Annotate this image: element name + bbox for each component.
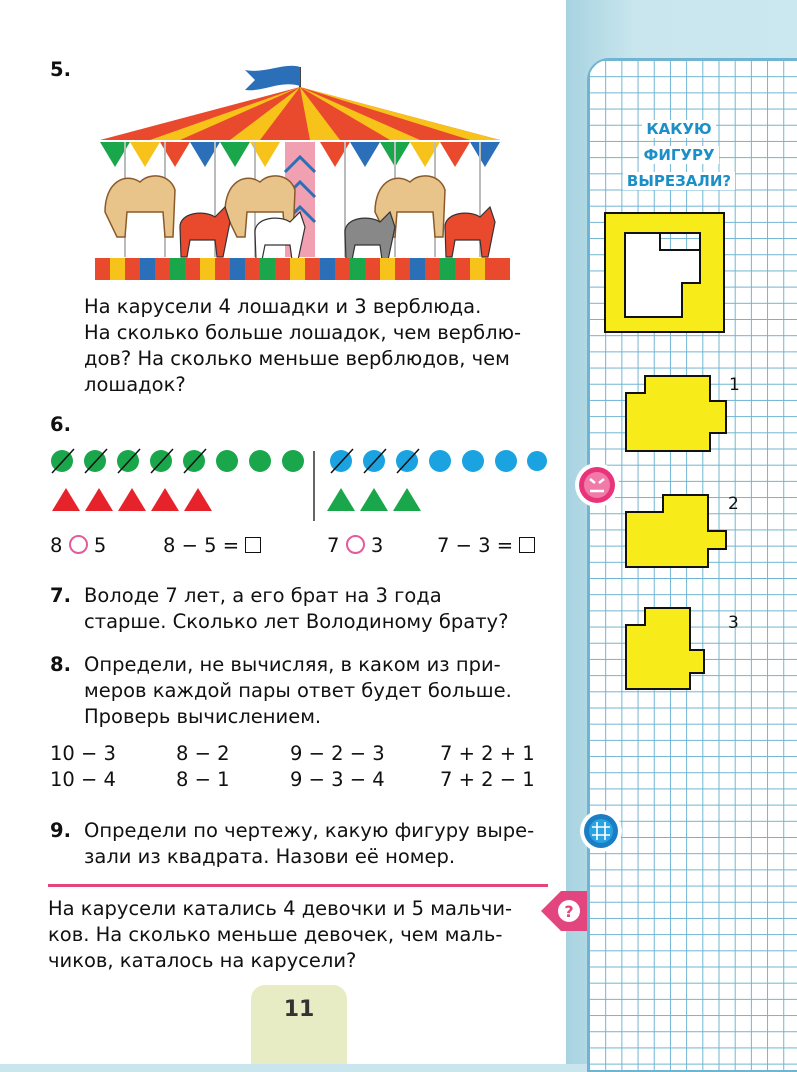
square-with-hole	[605, 213, 724, 332]
task-6-counting-figures	[48, 446, 548, 521]
figure-option-3[interactable]	[626, 608, 704, 689]
figure-option-2[interactable]	[626, 495, 726, 567]
cutout-figures	[600, 205, 790, 705]
task-9-line: зали из квадрата. Назови её номер.	[84, 845, 456, 868]
side-title-line-1: КАКУЮ	[642, 120, 715, 138]
compare-circle[interactable]	[346, 535, 365, 554]
task-9-text	[84, 818, 554, 870]
task-6-right-compare	[327, 534, 383, 557]
left-equation-text: 8 − 5 =	[163, 534, 240, 557]
task-5-number: 5.	[50, 58, 71, 81]
task-6-left-compare	[50, 534, 106, 557]
left-number-b: 5	[93, 534, 107, 557]
task-8-line: Определи, не вычисляя, в каком из при-	[84, 653, 501, 676]
task-7-text	[84, 583, 554, 635]
answer-box[interactable]	[519, 537, 535, 553]
bonus-divider	[48, 884, 548, 887]
right-number-a: 7	[327, 534, 340, 557]
left-number-a: 8	[50, 534, 63, 557]
task-5-text	[84, 294, 554, 398]
option-label-2: 2	[728, 494, 739, 514]
option-label-1: 1	[729, 375, 740, 395]
expr-9-3-4: 9 − 3 − 4	[290, 768, 385, 791]
bonus-text	[48, 896, 548, 974]
task-8-line: Проверь вычислением.	[84, 705, 322, 728]
task-7-line: старше. Сколько лет Володиному брату?	[84, 610, 509, 633]
task-9-line: Определи по чертежу, какую фигуру выре-	[84, 819, 535, 842]
task-7-line: Володе 7 лет, а его брат на 3 года	[84, 584, 442, 607]
compare-circle[interactable]	[69, 535, 88, 554]
bonus-line: ков. На сколько меньше девочек, чем маль-	[48, 923, 503, 946]
right-equation-text: 7 − 3 =	[437, 534, 514, 557]
expr-7p2m1: 7 + 2 − 1	[440, 768, 535, 791]
answer-box[interactable]	[245, 537, 261, 553]
expr-10-3: 10 − 3	[50, 742, 116, 765]
grid-globe-icon[interactable]	[578, 808, 624, 854]
option-label-3: 3	[728, 613, 739, 633]
right-number-b: 3	[370, 534, 384, 557]
task-8-text	[84, 652, 554, 730]
task-5-line: На карусели 4 лошадки и 3 верблюда.	[84, 295, 482, 318]
bonus-line: чиков, каталось на карусели?	[48, 949, 357, 972]
task-6-right-equation	[437, 534, 535, 557]
task-5-line: На сколько больше лошадок, чем верблю-	[84, 321, 522, 344]
expr-7p2p1: 7 + 2 + 1	[440, 742, 535, 765]
carousel-illustration	[95, 62, 510, 287]
task-9-number: 9.	[50, 819, 71, 842]
side-title-line-2: ФИГУРУ	[639, 146, 718, 164]
task-7-number: 7.	[50, 584, 71, 607]
task-8-number: 8.	[50, 653, 71, 676]
task-6-number: 6.	[50, 413, 71, 436]
think-face-icon[interactable]	[572, 460, 622, 510]
task-8-line: меров каждой пары ответ будет больше.	[84, 679, 512, 702]
task-6-left-equation	[163, 534, 261, 557]
page-number: 11	[251, 985, 347, 1064]
expr-8-1: 8 − 1	[176, 768, 230, 791]
svg-text:?: ?	[564, 902, 574, 921]
task-5-line: лошадок?	[84, 373, 186, 396]
side-title-line-3: ВЫРЕЗАЛИ?	[623, 172, 735, 190]
task-5-line: дов? На сколько меньше верблюдов, чем	[84, 347, 510, 370]
side-panel-title	[604, 116, 754, 194]
bonus-line: На карусели катались 4 девочки и 5 мальчи-	[48, 897, 513, 920]
figure-option-1[interactable]	[626, 376, 726, 451]
expr-9-2-3: 9 − 2 − 3	[290, 742, 385, 765]
expr-8-2: 8 − 2	[176, 742, 230, 765]
expr-10-4: 10 − 4	[50, 768, 116, 791]
